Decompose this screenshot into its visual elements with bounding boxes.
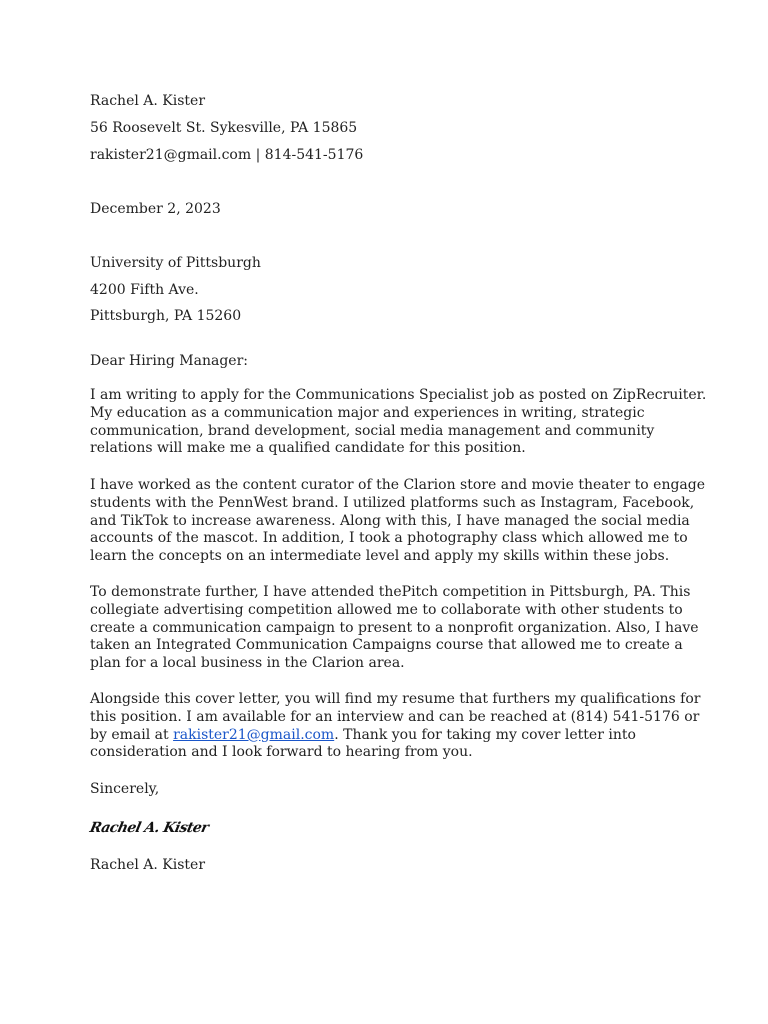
paragraph-line-with-link [90, 727, 680, 745]
sender-address: 56 Roosevelt St. Sykesville, PA 15865 [90, 120, 358, 136]
paragraph-line: this position. I am available for an interview and can be reached at (814) 541-5176 or [90, 708, 700, 725]
paragraph-line: I have worked as the content curator of the Clarion store and movie theater to engage [90, 477, 706, 493]
paragraph-line: accounts of the mascot. In addition, I took a photography class which allowed me to [90, 530, 688, 547]
paragraph-line: taken an Integrated Communication Campaigns course that allowed me to create a [90, 637, 683, 654]
email-link[interactable]: rakister21@gmail.com [173, 726, 335, 743]
paragraph-line: consideration and I look forward to hearing from you. [90, 744, 473, 761]
paragraph-line: relations will make me a qualified candidate for this position. [90, 440, 526, 457]
paragraph-line: communication, brand development, social media management and community [90, 422, 655, 439]
printed-name: Rachel A. Kister [90, 857, 206, 873]
paragraph-closing [90, 691, 701, 762]
paragraph-experience [90, 477, 706, 566]
paragraph-line: My education as a communication major and experiences in writing, strategic [90, 404, 645, 421]
paragraph-line: collegiate advertising competition allowed me to collaborate with other students to [90, 601, 683, 618]
recipient-street: 4200 Fifth Ave. [90, 282, 199, 298]
sender-name: Rachel A. Kister [90, 93, 206, 109]
recipient-org: University of Pittsburgh [90, 255, 261, 271]
paragraph-competition [90, 584, 699, 673]
paragraph-line: To demonstrate further, I have attended thePitch competition in Pittsburgh, PA. This [90, 584, 691, 600]
paragraph-line: learn the concepts on an intermediate level and apply my skills within these jobs. [90, 548, 670, 565]
paragraph-line: I am writing to apply for the Communications Specialist job as posted on ZipRecruiter. [90, 387, 707, 403]
recipient-city: Pittsburgh, PA 15260 [90, 308, 242, 324]
paragraph-line: and TikTok to increase awareness. Along with this, I have managed the social media [90, 512, 690, 529]
sender-contact: rakister21@gmail.com | 814-541-5176 [90, 147, 364, 163]
closing: Sincerely, [90, 781, 160, 797]
email-prefix-text: by email at [90, 726, 174, 743]
paragraph-line: students with the PennWest brand. I utilized platforms such as Instagram, Facebook, [90, 494, 695, 511]
salutation: Dear Hiring Manager: [90, 353, 248, 369]
paragraph-intro [90, 387, 707, 458]
handwritten-signature: Rachel A. Kister [88, 820, 210, 836]
letter-date: December 2, 2023 [90, 201, 221, 217]
paragraph-line: create a communication campaign to present to a nonprofit organization. Also, I have [90, 619, 699, 636]
paragraph-line: Alongside this cover letter, you will find my resume that furthers my qualifications for [90, 691, 701, 707]
email-suffix-text: . Thank you for taking my cover letter into [334, 726, 636, 743]
paragraph-line: plan for a local business in the Clarion area. [90, 655, 405, 672]
